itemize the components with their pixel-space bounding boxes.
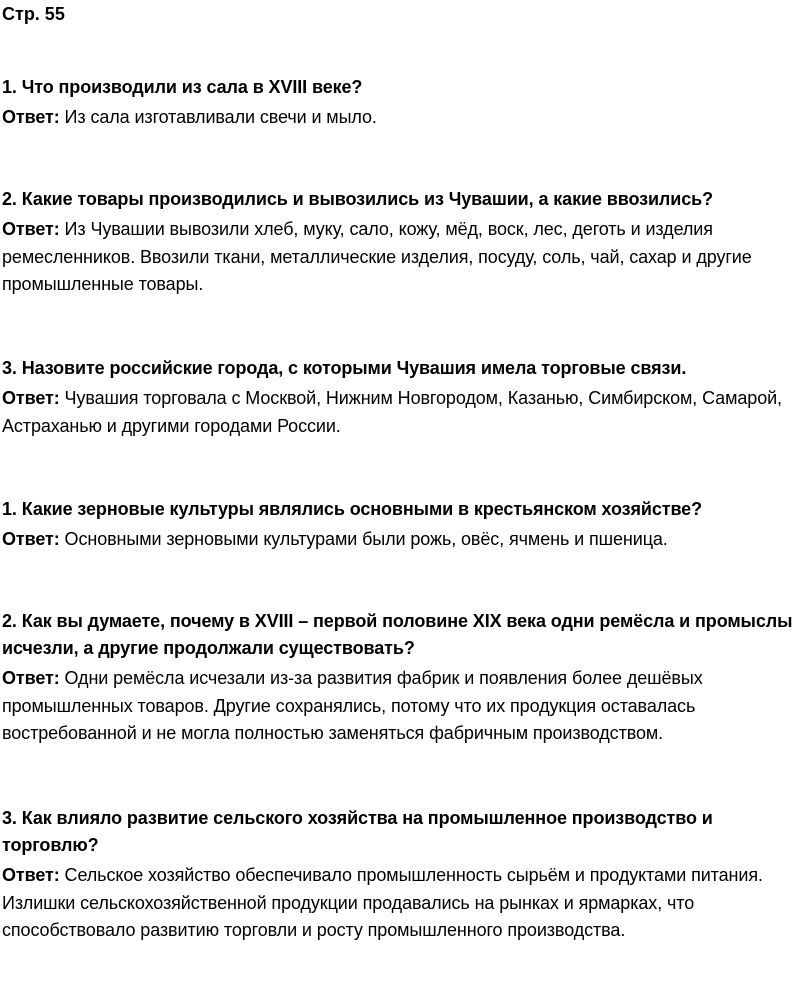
question-2: 2. Какие товары производились и вывозились из Чувашии, а какие ввозились? — [2, 189, 714, 209]
answer-2 — [2, 216, 798, 299]
answer-text: Чувашия торговала с Москвой, Нижним Новгородом, Казанью, Симбирском, Самарой, Астраханью и другими городами России. — [2, 388, 782, 436]
qa-block-6 — [2, 805, 798, 945]
answer-1 — [2, 104, 798, 132]
page-number: Стр. 55 — [2, 4, 65, 24]
question-5: 2. Как вы думаете, почему в XVIII – первой половине XIX века одни ремёсла и промыслы исчезли, а другие продолжали существовать? — [2, 611, 793, 658]
answer-4 — [2, 526, 798, 554]
answer-text: Из Чувашии вывозили хлеб, муку, сало, кожу, мёд, воск, лес, деготь и изделия ремесленников. Ввозили ткани, металлические изделия, посуду, соль, чай, сахар и другие промышленные товары. — [2, 219, 752, 294]
answer-text: Из сала изготавливали свечи и мыло. — [64, 107, 377, 127]
question-3: 3. Назовите российские города, с которыми Чувашия имела торговые связи. — [2, 358, 687, 378]
answer-label: Ответ: — [2, 388, 60, 408]
answer-text: Основными зерновыми культурами были рожь, овёс, ячмень и пшеница. — [64, 529, 668, 549]
qa-block-1 — [2, 74, 798, 132]
answer-label: Ответ: — [2, 865, 60, 885]
answer-label: Ответ: — [2, 668, 60, 688]
answer-6 — [2, 862, 798, 945]
answer-label: Ответ: — [2, 219, 60, 239]
qa-block-4 — [2, 496, 798, 554]
answer-3 — [2, 385, 798, 440]
question-4: 1. Какие зерновые культуры являлись основными в крестьянском хозяйстве? — [2, 499, 702, 519]
qa-block-3 — [2, 355, 798, 440]
question-1: 1. Что производили из сала в XVIII веке? — [2, 77, 363, 97]
answer-label: Ответ: — [2, 529, 60, 549]
qa-block-2 — [2, 186, 798, 299]
answer-5 — [2, 665, 798, 748]
qa-block-5 — [2, 608, 798, 748]
question-6: 3. Как влияло развитие сельского хозяйства на промышленное производство и торговлю? — [2, 808, 713, 855]
answer-label: Ответ: — [2, 107, 60, 127]
answer-text: Сельское хозяйство обеспечивало промышленность сырьём и продуктами питания. Излишки сельскохозяйственной продукции продавались на рынках и ярмарках, что способствовало развитию торговли и росту промышленного производства. — [2, 865, 763, 940]
answer-text: Одни ремёсла исчезали из-за развития фабрик и появления более дешёвых промышленных товаров. Другие сохранялись, потому что их продукция оставалась востребованной и не могла полностью заменяться фабричным производством. — [2, 668, 703, 743]
